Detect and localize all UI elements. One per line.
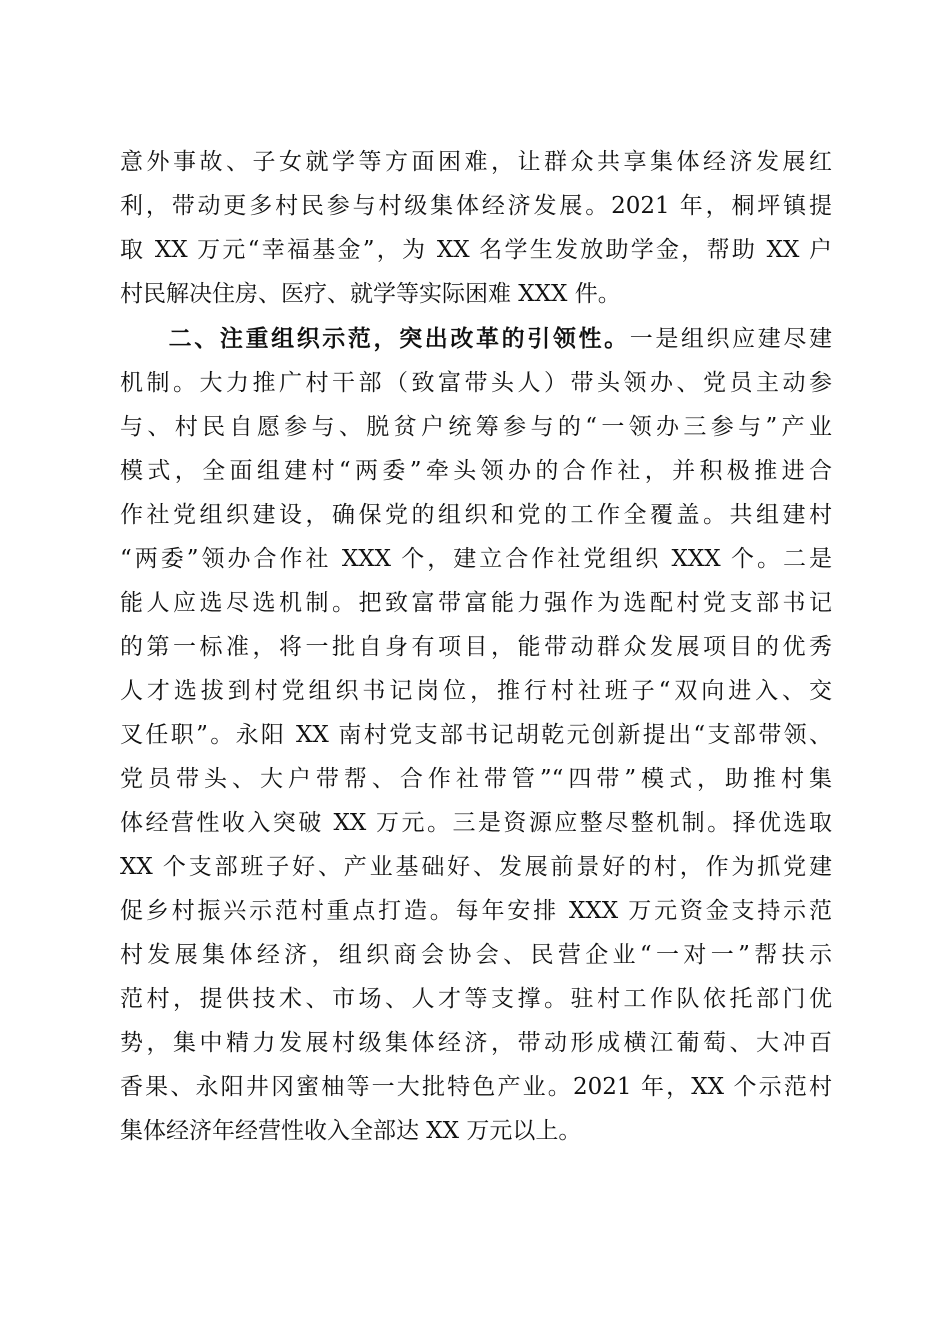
text-line: 叉任职”。永阳 XX 南村党支部书记胡乾元创新提出“支部带领、 [120, 722, 832, 748]
paragraph-1 [120, 140, 832, 316]
text-line: 能人应选尽选机制。把致富带富能力强作为选配村党支部书记 [120, 590, 832, 616]
text-line: 香果、永阳井冈蜜柚等一大批特色产业。2021 年，XX 个示范村 [120, 1074, 832, 1100]
section-heading: 二、注重组织示范，突出改革的引领性。 [166, 326, 630, 352]
text-line: 的第一标准，将一批自身有项目，能带动群众发展项目的优秀 [120, 634, 832, 660]
text-line: 党员带头、大户带帮、合作社带管”“四带”模式，助推村集 [120, 766, 832, 792]
text-line: 人才选拔到村党组织书记岗位，推行村社班子“双向进入、交 [120, 678, 832, 704]
text-line: 村民解决住房、医疗、就学等实际困难 XXX 件。 [120, 281, 621, 307]
text-line: 体经营性收入突破 XX 万元。三是资源应整尽整机制。择优选取 [120, 810, 832, 836]
text-run: 一是组织应建尽建 [629, 326, 832, 352]
text-line: 促乡村振兴示范村重点打造。每年安排 XXX 万元资金支持示范 [120, 898, 832, 924]
paragraph-2 [120, 317, 832, 1153]
text-line: 村发展集体经济，组织商会协会、民营企业“一对一”帮扶示 [120, 942, 832, 968]
text-line: XX 个支部班子好、产业基础好、发展前景好的村，作为抓党建 [120, 854, 832, 880]
text-line: 利，带动更多村民参与村级集体经济发展。2021 年，桐坪镇提 [120, 193, 832, 219]
text-line: 模式，全面组建村“两委”牵头领办的合作社，并积极推进合 [120, 458, 832, 484]
text-line: “两委”领办合作社 XXX 个，建立合作社党组织 XXX 个。二是 [120, 546, 832, 572]
text-line: 势，集中精力发展村级集体经济，带动形成横江葡萄、大冲百 [120, 1030, 832, 1056]
paragraph-2-first-line [120, 317, 832, 361]
text-line: 与、村民自愿参与、脱贫户统筹参与的“一领办三参与”产业 [120, 414, 832, 440]
text-line: 范村，提供技术、市场、人才等支撑。驻村工作队依托部门优 [120, 986, 832, 1012]
body-text [120, 140, 832, 1153]
text-line: 集体经济年经营性收入全部达 XX 万元以上。 [120, 1118, 582, 1144]
text-line: 作社党组织建设，确保党的组织和党的工作全覆盖。共组建村 [120, 502, 832, 528]
text-line: 机制。大力推广村干部（致富带头人）带头领办、党员主动参 [120, 370, 832, 396]
text-line: 取 XX 万元“幸福基金”，为 XX 名学生发放助学金，帮助 XX 户 [120, 237, 832, 263]
text-line: 意外事故、子女就学等方面困难，让群众共享集体经济发展红 [120, 149, 832, 175]
